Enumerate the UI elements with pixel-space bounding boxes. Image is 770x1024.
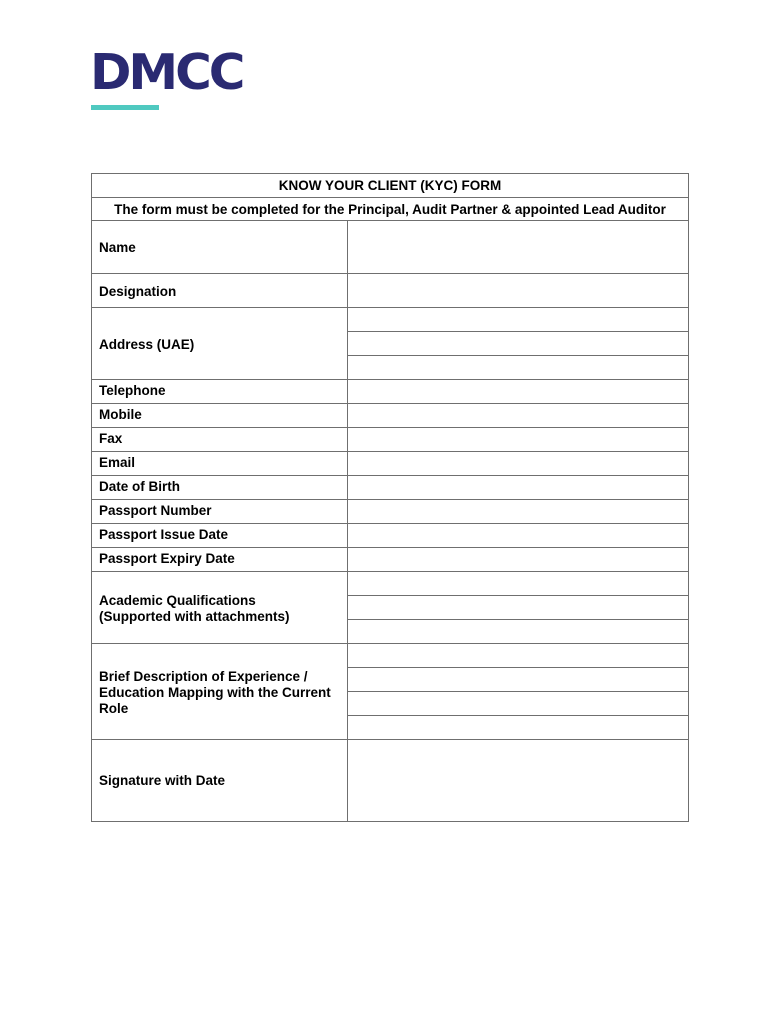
experience-line-2-field[interactable]: [348, 668, 688, 691]
label-mobile: Mobile: [99, 407, 142, 422]
row-name: [92, 221, 688, 274]
label-designation: Designation: [99, 284, 177, 299]
qualifications-line-1-field[interactable]: [348, 572, 688, 595]
row-date-of-birth: [92, 476, 688, 500]
row-academic-qualifications: [92, 572, 688, 644]
signature-field[interactable]: [348, 740, 688, 821]
row-email: [92, 452, 688, 476]
telephone-field[interactable]: [348, 380, 688, 403]
form-title: KNOW YOUR CLIENT (KYC) FORM: [92, 174, 688, 198]
row-designation: [92, 274, 688, 308]
label-email: Email: [99, 455, 136, 470]
label-passport-number: Passport Number: [99, 503, 212, 518]
address-line-3-field[interactable]: [348, 356, 688, 379]
passport-issue-date-field[interactable]: [348, 524, 688, 547]
qualifications-line-3-field[interactable]: [348, 620, 688, 643]
label-address: Address (UAE): [99, 337, 195, 352]
logo-wordmark: DMCC: [90, 44, 243, 101]
label-academic-qualifications: Academic Qualifications (Supported with attachments): [99, 593, 290, 624]
label-fax: Fax: [99, 431, 123, 446]
row-experience-description: [92, 644, 688, 740]
date-of-birth-field[interactable]: [348, 476, 688, 499]
label-experience-description: Brief Description of Experience / Education Mapping with the Current Role: [99, 669, 331, 716]
passport-number-field[interactable]: [348, 500, 688, 523]
row-mobile: [92, 404, 688, 428]
label-name: Name: [99, 240, 136, 255]
row-address: [92, 308, 688, 380]
qualifications-line-2-field[interactable]: [348, 596, 688, 619]
label-passport-expiry-date: Passport Expiry Date: [99, 551, 235, 566]
label-telephone: Telephone: [99, 383, 166, 398]
row-fax: [92, 428, 688, 452]
address-line-1-field[interactable]: [348, 308, 688, 331]
logo-accent-bar: [91, 105, 159, 110]
experience-line-3-field[interactable]: [348, 692, 688, 715]
experience-line-1-field[interactable]: [348, 644, 688, 667]
address-line-2-field[interactable]: [348, 332, 688, 355]
experience-line-4-field[interactable]: [348, 716, 688, 739]
row-signature: [92, 740, 688, 821]
passport-expiry-date-field[interactable]: [348, 548, 688, 571]
fax-field[interactable]: [348, 428, 688, 451]
kyc-form-table: [91, 173, 689, 822]
name-field[interactable]: [348, 221, 688, 273]
row-passport-number: [92, 500, 688, 524]
email-field[interactable]: [348, 452, 688, 475]
form-subtitle: The form must be completed for the Principal, Audit Partner & appointed Lead Auditor: [92, 198, 688, 221]
row-passport-issue-date: [92, 524, 688, 548]
dmcc-logo: [90, 44, 243, 112]
row-telephone: [92, 380, 688, 404]
row-passport-expiry-date: [92, 548, 688, 572]
label-date-of-birth: Date of Birth: [99, 479, 180, 494]
label-signature: Signature with Date: [99, 773, 226, 788]
mobile-field[interactable]: [348, 404, 688, 427]
label-passport-issue-date: Passport Issue Date: [99, 527, 229, 542]
designation-field[interactable]: [348, 274, 688, 307]
